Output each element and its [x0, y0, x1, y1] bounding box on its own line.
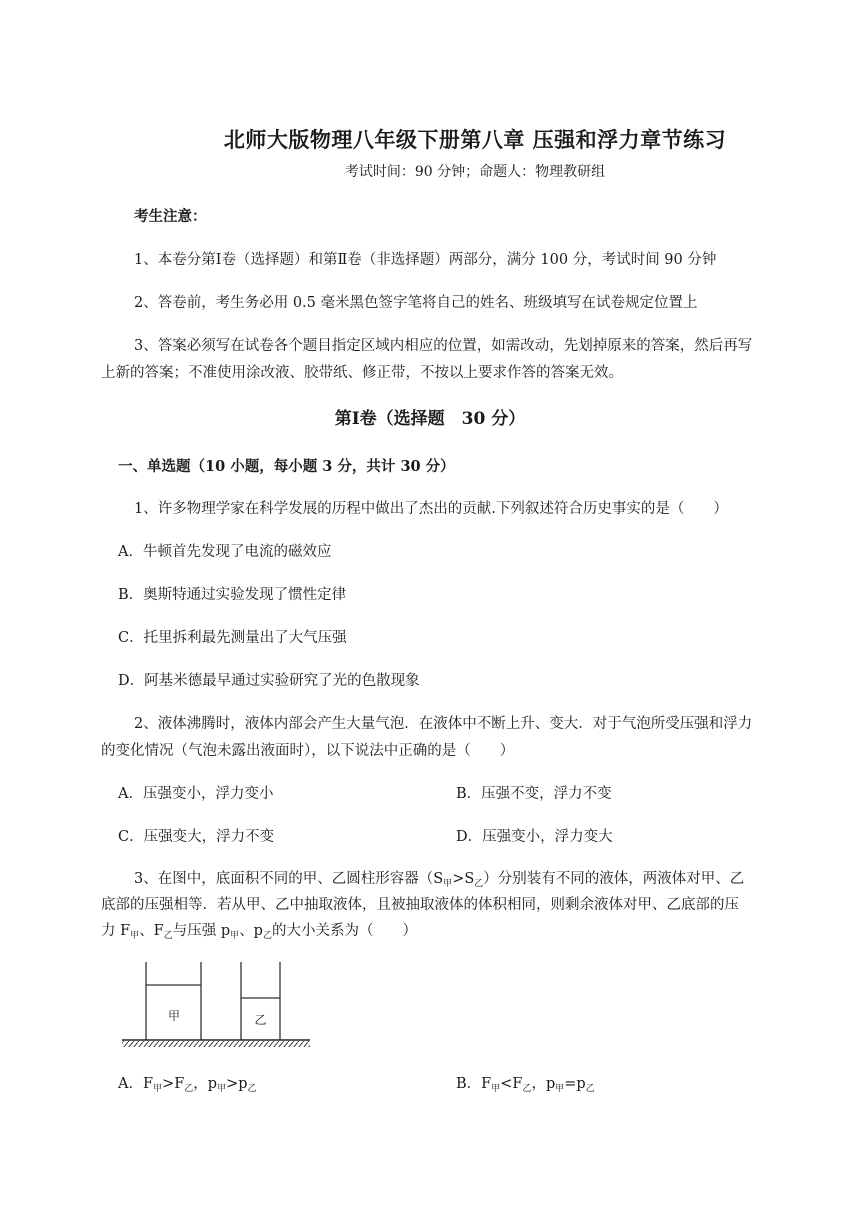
option-text: A．F: [118, 1076, 154, 1092]
answer-option: A．牛顿首先发现了电流的磁效应: [118, 544, 332, 560]
container-yi: [241, 962, 280, 1040]
stem-text: 、p: [239, 923, 263, 939]
stem-text: 3、在图中，底面积不同的甲、乙圆柱形容器（S: [134, 871, 444, 887]
option-text: >F: [162, 1076, 185, 1092]
option-text: B．F: [456, 1076, 492, 1092]
stem-text: 、F: [139, 923, 164, 939]
subscript: 甲: [555, 1084, 565, 1094]
answer-option: [456, 1072, 595, 1093]
subscript: 甲: [153, 1084, 163, 1094]
notice-item: 上新的答案；不准使用涂改液、胶带纸、修正带，不按以上要求作答的答案无效。: [101, 365, 623, 381]
container-jia: [146, 962, 201, 1040]
question-stem: [134, 867, 744, 888]
notice-item: 3、答案必须写在试卷各个题目指定区域内相应的位置，如需改动，先划掉原来的答案，然后再写: [134, 338, 753, 354]
stem-text: 力 F: [101, 923, 131, 939]
subscript: 甲: [443, 879, 453, 889]
option-text: ，p: [531, 1076, 556, 1092]
answer-option: B．压强不变，浮力不变: [456, 786, 612, 802]
question-stem: 的变化情况（气泡未露出液面时），以下说法中正确的是（ ）: [101, 743, 515, 759]
label-jia: 甲: [167, 1009, 181, 1023]
notice-item: 1、本卷分第Ⅰ卷（选择题）和第Ⅱ卷（非选择题）两部分，满分 100 分，考试时间 90 分钟: [134, 252, 717, 268]
subscript: 甲: [217, 1084, 227, 1094]
stem-text: 的大小关系为（ ）: [272, 923, 417, 939]
question-stem: 底部的压强相等．若从甲、乙中抽取液体，且被抽取液体的体积相同，则剩余液体对甲、乙底部的压: [101, 897, 739, 913]
notice-heading: 考生注意：: [134, 208, 207, 225]
page-title: 北师大版物理八年级下册第八章 压强和浮力章节练习: [223, 127, 727, 152]
subscript: 乙: [474, 879, 484, 889]
notice-item: 2、答卷前，考生务必用 0.5 毫米黑色签字笔将自己的姓名、班级填写在试卷规定位置上: [134, 295, 698, 311]
subscript: 乙: [585, 1084, 595, 1094]
subscript: 乙: [163, 931, 173, 941]
option-text: >p: [226, 1076, 248, 1092]
section-title: 第Ⅰ卷（选择题 30 分）: [334, 409, 526, 429]
stem-text: ）分别装有不同的液体，两液体对甲、乙: [483, 871, 745, 887]
option-text: ，p: [193, 1076, 218, 1092]
answer-option: D．压强变小，浮力变大: [456, 829, 613, 845]
question-stem: 1、许多物理学家在科学发展的历程中做出了杰出的贡献.下列叙述符合历史事实的是（ ）: [134, 501, 728, 517]
subscript: 乙: [184, 1084, 194, 1094]
answer-option: C．压强变大，浮力不变: [118, 829, 275, 845]
answer-option: [118, 1072, 257, 1093]
exam-info: 考试时间：90 分钟；命题人：物理教研组: [344, 164, 606, 180]
subscript: 乙: [522, 1084, 532, 1094]
answer-option: C．托里拆利最先测量出了大气压强: [118, 630, 347, 646]
containers-figure: [118, 958, 314, 1050]
subscript: 乙: [262, 931, 272, 941]
subscript: 甲: [230, 931, 240, 941]
subscript: 乙: [247, 1084, 257, 1094]
option-text: =p: [564, 1076, 586, 1092]
ground-hatching: [122, 1041, 310, 1047]
question-stem: 2、液体沸腾时，液体内部会产生大量气泡．在液体中不断上升、变大．对于气泡所受压强和浮力: [134, 716, 753, 732]
label-yi: 乙: [254, 1013, 267, 1027]
answer-option: A．压强变小，浮力变小: [118, 786, 274, 802]
part-heading: 一、单选题（10 小题，每小题 3 分，共计 30 分）: [118, 458, 455, 475]
answer-option: B．奥斯特通过实验发现了惯性定律: [118, 587, 347, 603]
option-text: <F: [500, 1076, 523, 1092]
stem-text: >S: [452, 871, 475, 887]
question-stem: [101, 919, 417, 940]
subscript: 甲: [130, 931, 140, 941]
stem-text: 与压强 p: [172, 923, 231, 939]
answer-option: D．阿基米德最早通过实验研究了光的色散现象: [118, 673, 420, 689]
subscript: 甲: [491, 1084, 501, 1094]
